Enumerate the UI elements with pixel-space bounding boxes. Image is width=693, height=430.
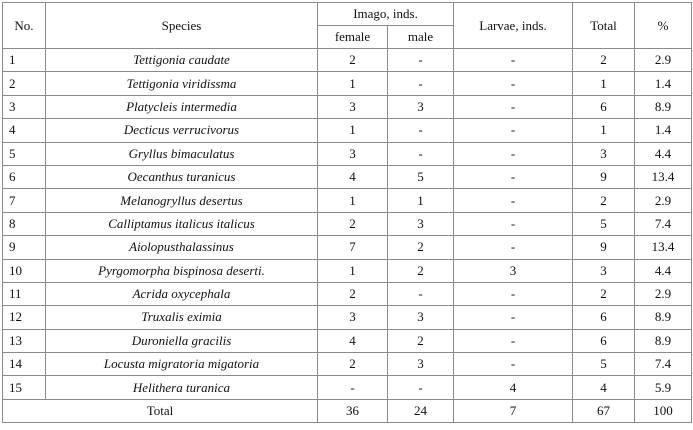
- cell-larvae: -: [454, 142, 573, 165]
- cell-total: 2: [573, 189, 635, 212]
- cell-female: 4: [318, 165, 388, 188]
- header-total: Total: [573, 3, 635, 49]
- cell-female: 7: [318, 236, 388, 259]
- table-row: [3, 282, 692, 305]
- table-body: [3, 49, 692, 400]
- cell-male: 3: [388, 95, 454, 118]
- totals-label: Total: [3, 399, 318, 422]
- cell-male: 5: [388, 165, 454, 188]
- cell-female: 3: [318, 306, 388, 329]
- cell-larvae: 4: [454, 376, 573, 399]
- header-species: Species: [46, 3, 318, 49]
- cell-male: 3: [388, 306, 454, 329]
- table-row: [3, 329, 692, 352]
- cell-male: -: [388, 282, 454, 305]
- cell-male: 3: [388, 353, 454, 376]
- table-header: [3, 3, 692, 49]
- cell-larvae: -: [454, 95, 573, 118]
- cell-total: 6: [573, 306, 635, 329]
- cell-total: 5: [573, 212, 635, 235]
- cell-larvae: -: [454, 49, 573, 72]
- table-footer: [3, 399, 692, 422]
- totals-total: 67: [573, 399, 635, 422]
- header-male: male: [388, 26, 454, 49]
- header-no: No.: [3, 3, 46, 49]
- cell-larvae: -: [454, 212, 573, 235]
- table-row: [3, 189, 692, 212]
- cell-larvae: -: [454, 119, 573, 142]
- species-table: [2, 2, 692, 423]
- cell-percent: 4.4: [635, 142, 692, 165]
- cell-percent: 8.9: [635, 95, 692, 118]
- totals-row: [3, 399, 692, 422]
- cell-no: 3: [3, 95, 46, 118]
- cell-species: Acrida oxycephala: [46, 282, 318, 305]
- cell-male: -: [388, 72, 454, 95]
- cell-total: 6: [573, 329, 635, 352]
- cell-percent: 1.4: [635, 119, 692, 142]
- cell-larvae: -: [454, 236, 573, 259]
- cell-female: 1: [318, 259, 388, 282]
- cell-no: 4: [3, 119, 46, 142]
- table-row: [3, 95, 692, 118]
- cell-no: 7: [3, 189, 46, 212]
- table-row: [3, 306, 692, 329]
- cell-percent: 2.9: [635, 282, 692, 305]
- table-row: [3, 165, 692, 188]
- cell-no: 10: [3, 259, 46, 282]
- cell-male: 3: [388, 212, 454, 235]
- cell-no: 14: [3, 353, 46, 376]
- cell-total: 9: [573, 236, 635, 259]
- table-row: [3, 119, 692, 142]
- table-row: [3, 212, 692, 235]
- cell-percent: 7.4: [635, 353, 692, 376]
- cell-female: 2: [318, 282, 388, 305]
- header-female: female: [318, 26, 388, 49]
- cell-species: Platycleis intermedia: [46, 95, 318, 118]
- cell-larvae: -: [454, 282, 573, 305]
- cell-larvae: -: [454, 306, 573, 329]
- cell-male: -: [388, 376, 454, 399]
- cell-total: 1: [573, 72, 635, 95]
- cell-larvae: 3: [454, 259, 573, 282]
- cell-female: 2: [318, 212, 388, 235]
- table-row: [3, 49, 692, 72]
- cell-species: Decticus verrucivorus: [46, 119, 318, 142]
- cell-species: Helithera turanica: [46, 376, 318, 399]
- cell-no: 8: [3, 212, 46, 235]
- table-row: [3, 376, 692, 399]
- cell-percent: 8.9: [635, 329, 692, 352]
- cell-percent: 7.4: [635, 212, 692, 235]
- cell-total: 3: [573, 259, 635, 282]
- cell-species: Locusta migratoria migatoria: [46, 353, 318, 376]
- cell-male: 2: [388, 236, 454, 259]
- cell-species: Oecanthus turanicus: [46, 165, 318, 188]
- cell-percent: 4.4: [635, 259, 692, 282]
- cell-species: Melanogryllus desertus: [46, 189, 318, 212]
- cell-percent: 2.9: [635, 49, 692, 72]
- cell-species: Tettigonia viridissma: [46, 72, 318, 95]
- cell-larvae: -: [454, 329, 573, 352]
- cell-percent: 13.4: [635, 165, 692, 188]
- cell-species: Tettigonia caudate: [46, 49, 318, 72]
- table-row: [3, 259, 692, 282]
- cell-species: Gryllus bimaculatus: [46, 142, 318, 165]
- cell-percent: 2.9: [635, 189, 692, 212]
- table-row: [3, 142, 692, 165]
- totals-female: 36: [318, 399, 388, 422]
- cell-male: -: [388, 119, 454, 142]
- cell-species: Duroniella gracilis: [46, 329, 318, 352]
- cell-total: 3: [573, 142, 635, 165]
- cell-species: Truxalis eximia: [46, 306, 318, 329]
- cell-no: 5: [3, 142, 46, 165]
- cell-percent: 5.9: [635, 376, 692, 399]
- table-row: [3, 72, 692, 95]
- cell-female: 3: [318, 95, 388, 118]
- cell-no: 6: [3, 165, 46, 188]
- cell-female: 1: [318, 119, 388, 142]
- cell-no: 1: [3, 49, 46, 72]
- cell-no: 12: [3, 306, 46, 329]
- cell-no: 13: [3, 329, 46, 352]
- cell-percent: 8.9: [635, 306, 692, 329]
- cell-male: 1: [388, 189, 454, 212]
- cell-larvae: -: [454, 189, 573, 212]
- cell-species: Pyrgomorpha bispinosa deserti.: [46, 259, 318, 282]
- totals-male: 24: [388, 399, 454, 422]
- cell-male: -: [388, 142, 454, 165]
- cell-male: 2: [388, 329, 454, 352]
- cell-no: 2: [3, 72, 46, 95]
- header-percent: %: [635, 3, 692, 49]
- cell-larvae: -: [454, 353, 573, 376]
- cell-male: -: [388, 49, 454, 72]
- cell-no: 15: [3, 376, 46, 399]
- cell-total: 6: [573, 95, 635, 118]
- header-larvae: Larvae, inds.: [454, 3, 573, 49]
- cell-female: 1: [318, 72, 388, 95]
- cell-total: 2: [573, 49, 635, 72]
- cell-total: 4: [573, 376, 635, 399]
- table-row: [3, 353, 692, 376]
- cell-larvae: -: [454, 72, 573, 95]
- cell-no: 9: [3, 236, 46, 259]
- cell-total: 1: [573, 119, 635, 142]
- table-row: [3, 236, 692, 259]
- cell-female: 2: [318, 49, 388, 72]
- totals-larvae: 7: [454, 399, 573, 422]
- cell-species: Aiolopusthalassinus: [46, 236, 318, 259]
- cell-total: 9: [573, 165, 635, 188]
- cell-species: Calliptamus italicus italicus: [46, 212, 318, 235]
- cell-female: 2: [318, 353, 388, 376]
- cell-percent: 1.4: [635, 72, 692, 95]
- cell-female: 1: [318, 189, 388, 212]
- cell-female: -: [318, 376, 388, 399]
- cell-total: 5: [573, 353, 635, 376]
- cell-no: 11: [3, 282, 46, 305]
- header-imago: Imago, inds.: [318, 3, 454, 26]
- cell-total: 2: [573, 282, 635, 305]
- cell-female: 3: [318, 142, 388, 165]
- cell-percent: 13.4: [635, 236, 692, 259]
- cell-female: 4: [318, 329, 388, 352]
- totals-percent: 100: [635, 399, 692, 422]
- cell-male: 2: [388, 259, 454, 282]
- cell-larvae: -: [454, 165, 573, 188]
